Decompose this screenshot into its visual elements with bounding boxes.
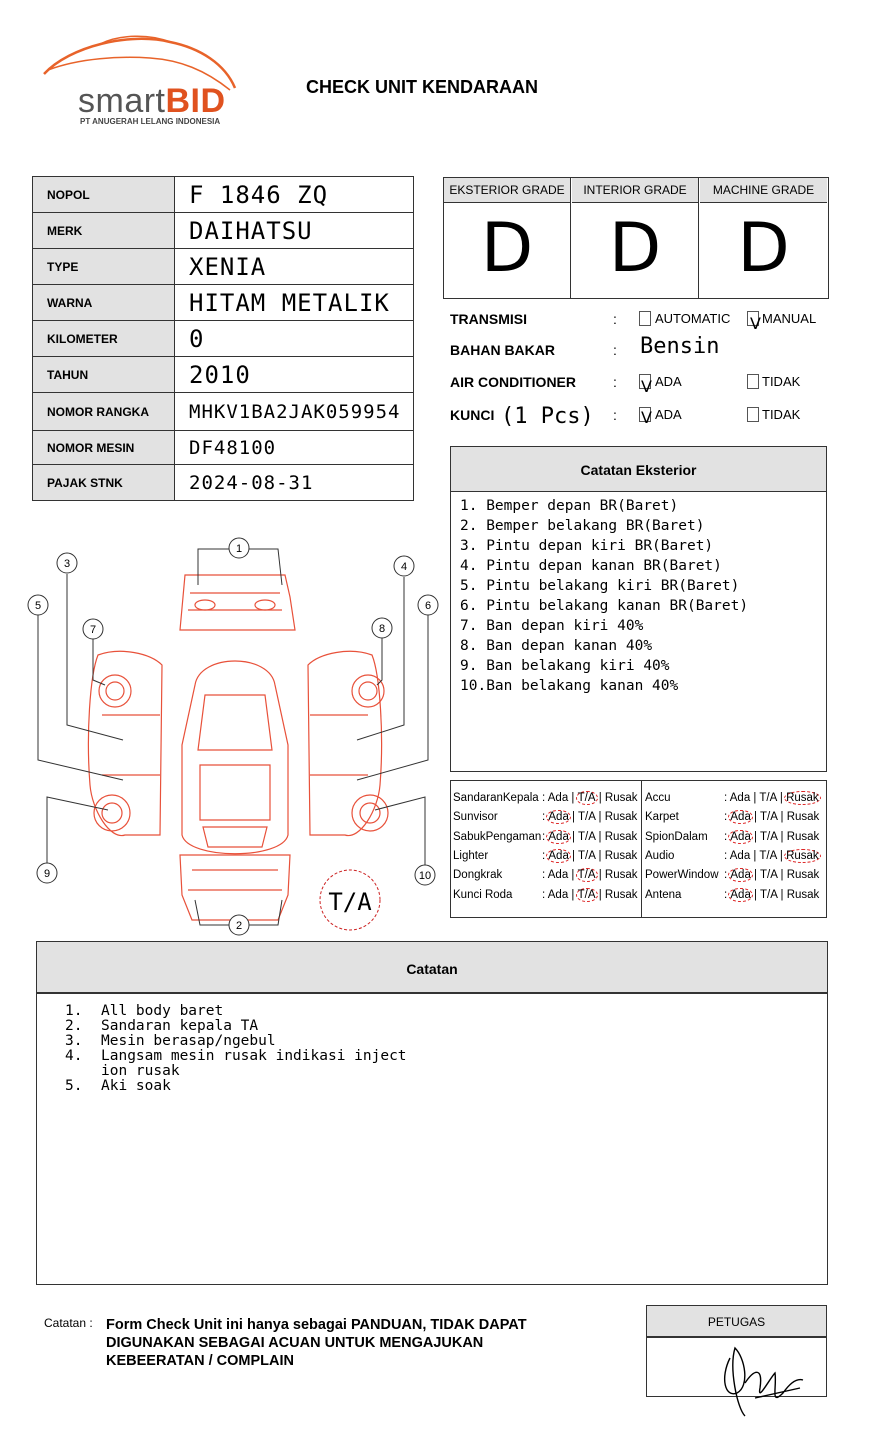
note-item [65, 1079, 827, 1094]
accessory-option[interactable]: Ada [547, 869, 569, 882]
car-damage-diagram [20, 535, 450, 940]
grade-label: INTERIOR GRADE [572, 178, 698, 203]
vehicle-field-value: HITAM METALIK [175, 285, 414, 321]
accessory-option[interactable]: Rusak [786, 888, 820, 901]
exterior-note-item: 2. Bemper belakang BR(Baret) [460, 518, 705, 534]
vehicle-info-table [32, 176, 414, 501]
vehicle-row [33, 213, 414, 249]
notes-list [65, 1004, 827, 1094]
exterior-note-item: 9. Ban belakang kiri 40% [460, 658, 670, 674]
accessory-option[interactable]: T/A [577, 792, 596, 804]
accessory-option[interactable]: Ada [548, 830, 569, 843]
notes-panel [36, 941, 828, 1285]
accessory-option[interactable]: Ada [548, 811, 569, 824]
accessory-options: : Ada | T/A | Rusak [724, 830, 820, 843]
exterior-note-item: 6. Pintu belakang kanan BR(Baret) [460, 598, 749, 614]
exterior-note-item: 8. Ban depan kanan 40% [460, 638, 653, 654]
accessory-option[interactable]: Rusak [604, 849, 638, 862]
callout-number: 1 [235, 543, 243, 555]
logo-company: PT ANUGERAH LELANG INDONESIA [80, 117, 221, 126]
grade-value: D [737, 209, 790, 288]
signature-icon [715, 1338, 810, 1420]
callout-markers [28, 538, 438, 935]
colon: : [613, 311, 617, 327]
footer-label: Catatan : [44, 1316, 93, 1330]
exterior-note-item: 5. Pintu belakang kiri BR(Baret) [460, 578, 740, 594]
vehicle-row [33, 285, 414, 321]
petugas-title: PETUGAS [647, 1306, 826, 1338]
grade-exterior [444, 178, 571, 298]
grade-value: D [608, 209, 662, 288]
accessory-option[interactable]: Rusak [604, 830, 638, 843]
note-text: Langsam mesin rusak indikasi inject ion rusak [101, 1048, 407, 1079]
accessory-name: SandaranKepala [453, 792, 539, 804]
callout-number: 9 [43, 868, 51, 880]
callout-marker [418, 595, 438, 615]
vehicle-row [33, 357, 414, 393]
callout-number: 2 [235, 920, 243, 932]
exterior-notes-title: Catatan Eksterior [451, 447, 826, 492]
accessory-option[interactable]: T/A [760, 811, 778, 824]
grades-panel [443, 177, 829, 299]
accessory-options: : Ada | T/A | Rusak [724, 849, 819, 862]
accessory-option[interactable]: Ada [547, 888, 569, 901]
accessory-options: : Ada | T/A | Rusak [724, 888, 820, 901]
exterior-notes-list [460, 496, 826, 696]
accessory-option[interactable]: Rusak [786, 830, 820, 843]
footer-disclaimer: Form Check Unit ini hanya sebagai PANDUAN, TIDAK DAPAT DIGUNAKAN SEBAGAI ACUAN UNTUK MENGAJUKAN KEBEERATAN / COMPLAIN [106, 1317, 527, 1369]
callout-marker [37, 863, 57, 883]
accessory-options: : Ada | T/A | Rusak [542, 792, 638, 804]
vehicle-field-value: 2024-08-31 [175, 465, 414, 501]
accessory-option[interactable]: Rusak [604, 792, 638, 804]
accessory-name: Lighter [453, 849, 489, 862]
ta-stamp [320, 870, 380, 930]
callout-marker [28, 595, 48, 615]
notes-title: Catatan [37, 942, 827, 994]
accessory-name: Antena [645, 888, 682, 901]
callout-number: 6 [424, 600, 432, 612]
vehicle-field-value: XENIA [175, 249, 414, 285]
grade-label: EKSTERIOR GRADE [444, 178, 570, 203]
vehicle-field-value: 0 [175, 321, 414, 357]
ac-tidak-option-label: TIDAK [762, 374, 801, 389]
ta-stamp-text: T/A [328, 888, 372, 916]
accessory-option[interactable]: Rusak [786, 869, 820, 882]
accessory-option[interactable]: Rusak [604, 811, 638, 824]
vehicle-field-label: NOMOR RANGKA [33, 393, 175, 431]
ac-ada-option-label: ADA [655, 374, 682, 389]
exterior-notes-panel [450, 446, 827, 772]
vehicle-field-label: WARNA [33, 285, 175, 321]
callout-marker [229, 915, 249, 935]
callout-number: 5 [34, 600, 42, 612]
note-item [65, 1019, 827, 1034]
vehicle-field-label: PAJAK STNK [33, 465, 175, 501]
accessory-option[interactable]: T/A [760, 830, 778, 843]
automatic-option-label: AUTOMATIC [655, 311, 731, 326]
accessories-divider [641, 780, 642, 918]
kunci-tidak-option-label: TIDAK [762, 407, 801, 422]
accessory-option[interactable]: Ada [548, 849, 569, 862]
accessory-options: : Ada | T/A | Rusak [542, 830, 638, 843]
accessory-option[interactable]: T/A [759, 849, 777, 862]
ac-label: AIR CONDITIONER [450, 374, 576, 390]
accessory-option[interactable]: Rusak [786, 792, 819, 804]
bahan-bakar-label: BAHAN BAKAR [450, 342, 555, 358]
accessory-option[interactable]: T/A [577, 888, 596, 901]
note-number: 3. [65, 1033, 83, 1049]
transmisi-label: TRANSMISI [450, 311, 527, 327]
callout-marker [372, 618, 392, 638]
car-outline-icon [88, 575, 388, 920]
vehicle-field-label: MERK [33, 213, 175, 249]
accessory-options: : Ada | T/A | Rusak [542, 811, 638, 824]
note-text: All body baret [101, 1003, 224, 1019]
accessory-option[interactable]: T/A [760, 869, 778, 882]
exterior-note-item: 4. Pintu depan kanan BR(Baret) [460, 558, 722, 574]
kunci-count: (1 Pcs) [501, 404, 594, 429]
vehicle-field-value: 2010 [175, 357, 414, 393]
callout-marker [394, 556, 414, 576]
accessory-option[interactable]: Rusak [604, 888, 638, 901]
callout-number: 8 [378, 623, 386, 635]
vehicle-field-value: F 1846 ZQ [175, 177, 414, 213]
manual-check-mark: V [750, 314, 761, 333]
accessory-options: : Ada | T/A | Rusak [724, 792, 819, 804]
note-number: 4. [65, 1048, 83, 1064]
accessory-name: PowerWindow [645, 869, 719, 882]
colon: : [613, 374, 617, 390]
callout-marker [229, 538, 249, 558]
callout-marker [83, 619, 103, 639]
vehicle-row [33, 321, 414, 357]
accessory-options: : Ada | T/A | Rusak [724, 869, 820, 882]
note-number: 5. [65, 1078, 83, 1094]
exterior-note-item: 3. Pintu depan kiri BR(Baret) [460, 538, 714, 554]
accessory-option[interactable]: Ada [729, 792, 751, 804]
note-text: Sandaran kepala TA [101, 1018, 259, 1034]
vehicle-field-value: DAIHATSU [175, 213, 414, 249]
exterior-note-item: 1. Bemper depan BR(Baret) [460, 498, 679, 514]
accessory-option[interactable]: Ada [730, 888, 751, 901]
accessory-option[interactable]: T/A [578, 849, 596, 862]
note-number: 1. [65, 1003, 83, 1019]
note-item [65, 1004, 827, 1019]
accessory-name: Audio [645, 849, 675, 862]
kunci-label: KUNCI [450, 407, 495, 423]
vehicle-field-value: DF48100 [175, 431, 414, 465]
accessory-name: Kunci Roda [453, 888, 513, 901]
grade-interior [572, 178, 699, 298]
note-text: Mesin berasap/ngebul [101, 1033, 276, 1049]
accessory-name: Accu [645, 792, 671, 804]
accessory-options: : Ada | T/A | Rusak [542, 849, 638, 862]
vehicle-field-label: NOPOL [33, 177, 175, 213]
accessory-options: : Ada | T/A | Rusak [542, 869, 638, 882]
accessory-option[interactable]: Ada [730, 830, 751, 843]
colon: : [613, 342, 617, 358]
accessory-option[interactable]: Ada [730, 869, 751, 882]
exterior-note-item: 7. Ban depan kiri 40% [460, 618, 644, 634]
accessory-option[interactable]: Ada [730, 811, 751, 824]
grade-value: D [480, 209, 534, 288]
automatic-checkbox[interactable] [639, 311, 651, 326]
accessory-name: SpionDalam [645, 830, 708, 843]
accessory-option[interactable]: T/A [578, 830, 596, 843]
vehicle-row [33, 177, 414, 213]
page-title: CHECK UNIT KENDARAAN [306, 77, 538, 97]
accessory-name: Karpet [645, 811, 679, 824]
vehicle-field-label: NOMOR MESIN [33, 431, 175, 465]
kunci-ada-option-label: ADA [655, 407, 682, 422]
vehicle-row [33, 431, 414, 465]
callout-number: 4 [400, 561, 408, 573]
callout-leaders [38, 549, 428, 925]
kunci-ada-check-mark: V [641, 408, 652, 427]
callout-number: 7 [89, 624, 97, 636]
vehicle-row [33, 249, 414, 285]
accessory-option[interactable]: T/A [577, 869, 596, 882]
note-item [65, 1034, 827, 1049]
exterior-note-item: 10.Ban belakang kanan 40% [460, 678, 679, 694]
note-number: 2. [65, 1018, 83, 1034]
callout-marker [415, 865, 435, 885]
accessory-name: Sunvisor [453, 811, 498, 824]
colon: : [613, 407, 617, 423]
accessory-option[interactable]: T/A [578, 811, 596, 824]
grade-machine [700, 178, 827, 298]
callout-marker [57, 553, 77, 573]
note-text: Aki soak [101, 1078, 171, 1094]
manual-option-label: MANUAL [762, 311, 817, 326]
kunci-tidak-checkbox[interactable] [747, 407, 759, 422]
bahan-bakar-value: Bensin [640, 334, 720, 359]
callout-number: 3 [63, 558, 71, 570]
ac-ada-check-mark: V [641, 377, 652, 396]
accessory-option[interactable]: Rusak [786, 811, 820, 824]
vehicle-field-value: MHKV1BA2JAK059954 [175, 393, 414, 431]
vehicle-field-label: TAHUN [33, 357, 175, 393]
accessory-option[interactable]: Rusak [786, 849, 819, 862]
accessory-option[interactable]: T/A [759, 792, 777, 804]
ac-tidak-checkbox[interactable] [747, 374, 759, 389]
accessory-name: SabukPengaman [453, 830, 542, 843]
logo-wordmark: smartBID [78, 82, 226, 120]
vehicle-field-label: TYPE [33, 249, 175, 285]
note-item [65, 1049, 827, 1079]
accessory-name: Dongkrak [453, 869, 503, 882]
vehicle-field-label: KILOMETER [33, 321, 175, 357]
vehicle-row [33, 465, 414, 501]
accessory-option[interactable]: Rusak [604, 869, 638, 882]
accessory-options: : Ada | T/A | Rusak [724, 811, 820, 824]
vehicle-row [33, 393, 414, 431]
accessory-option[interactable]: T/A [760, 888, 778, 901]
grade-label: MACHINE GRADE [700, 178, 827, 203]
accessory-option[interactable]: Ada [547, 792, 569, 804]
accessory-options: : Ada | T/A | Rusak [542, 888, 638, 901]
accessory-option[interactable]: Ada [729, 849, 751, 862]
callout-number: 10 [418, 870, 432, 882]
